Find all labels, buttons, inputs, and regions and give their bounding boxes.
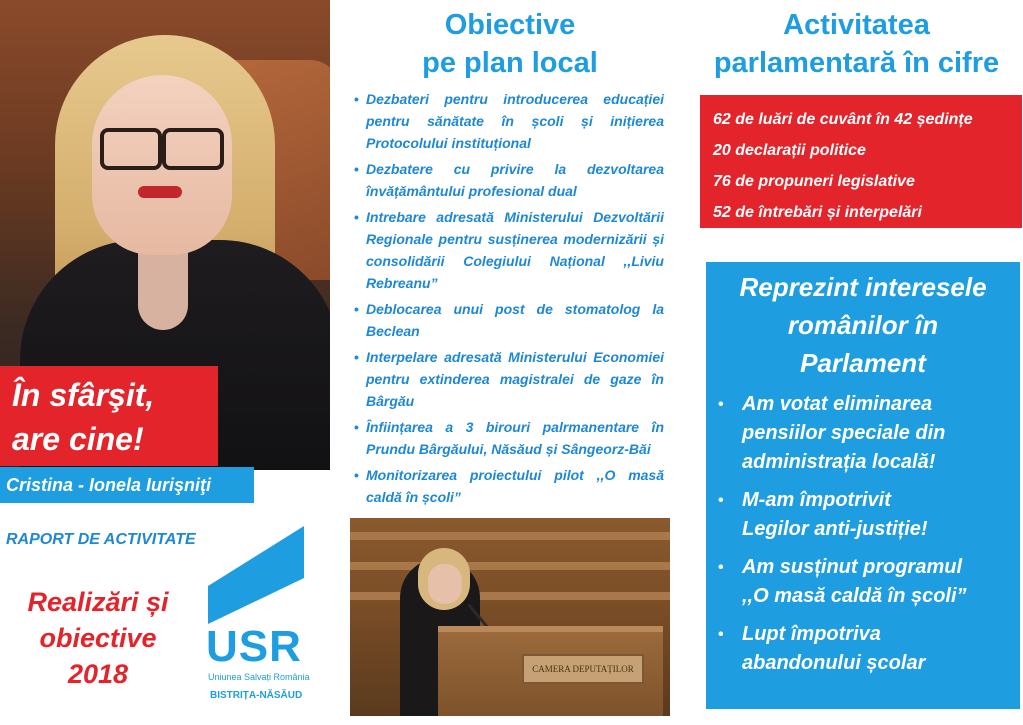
objective-item: • Monitorizarea proiectului pilot ,,O masă caldă în școli” [356, 464, 664, 508]
candidate-name: Cristina - Ionela Iurişniţi [0, 467, 254, 503]
stat-item: 20 declarații politice [713, 142, 866, 159]
glasses-right-lens [162, 128, 224, 170]
interests-heading-line-3: Parlament [800, 348, 926, 378]
claim-line: • Am susținut programul [742, 556, 963, 578]
tagline-line-1: În sfârşit, [12, 377, 155, 413]
activity-title [690, 6, 1023, 82]
bench-row [350, 532, 670, 540]
subtitle-line-2: obiective [39, 623, 157, 653]
claim-line: • M-am împotrivit [742, 489, 891, 511]
tagline-box [0, 366, 218, 466]
objective-item: • Deblocarea unui post de stomatolog la Beclean [356, 298, 664, 342]
objectives-title-line-1: Obiective [444, 9, 576, 41]
claim-item [716, 620, 1012, 678]
objectives-list [356, 88, 664, 512]
report-label: RAPORT DE ACTIVITATE [6, 531, 196, 548]
stat-item: 52 de întrebări și interpelări [713, 204, 922, 221]
interests-heading-line-2: românilor în [787, 310, 939, 340]
claim-line: administrația locală! [742, 451, 936, 473]
usr-party-name: Uniunea Salvați România [208, 672, 310, 682]
bench-row [350, 592, 670, 600]
activity-title-line-1: Activitatea [783, 9, 930, 41]
speaker-face [428, 564, 462, 604]
claims-list [716, 390, 1012, 687]
report-subtitle [0, 584, 196, 692]
stat-item: 62 de luări de cuvânt în 42 ședințe [713, 111, 973, 128]
usr-county: BISTRIȚA-NĂSĂUD [210, 690, 303, 701]
subtitle-line-1: Realizări și [27, 587, 169, 617]
claim-line: Legilor anti-justiție! [742, 518, 928, 540]
podium-plaque: CAMERA DEPUTAȚILOR [522, 654, 644, 684]
claim-line: pensiilor speciale din [742, 422, 946, 444]
objective-item: • Înființarea a 3 birouri palrmanentare în Prundu Bârgăului, Năsăud și Sângeorz-Băi [356, 416, 664, 460]
bench-row [350, 562, 670, 570]
parliament-photo [350, 518, 670, 716]
objective-item: • Dezbatere cu privire la dezvoltarea învățământului profesional dual [356, 158, 664, 202]
stats-box [700, 95, 1022, 228]
claim-line: • Lupt împotriva [742, 623, 881, 645]
interests-heading-line-1: Reprezint interesele [739, 272, 987, 302]
neck [138, 250, 188, 330]
stat-item: 76 de propuneri legislative [713, 173, 915, 190]
activity-title-line-2: parlamentară în cifre [713, 47, 1000, 79]
claim-line: abandonului școlar [742, 652, 926, 674]
objectives-title [345, 6, 675, 82]
claim-line: • Am votat eliminarea [742, 393, 933, 415]
usr-logo-text: USR [206, 622, 302, 671]
claim-item [716, 486, 1012, 544]
interests-heading [706, 268, 1020, 382]
glasses-left-lens [100, 128, 162, 170]
claim-line: ,,O masă caldă în școli” [742, 585, 967, 607]
objective-item: • Intrebare adresată Ministerului Dezvoltării Regionale pentru susținerea modernizării și consolidării Colegiului Național ,,Liviu Rebreanu” [356, 206, 664, 294]
interests-box [706, 262, 1020, 709]
tagline-line-2: are cine! [12, 421, 144, 457]
lips [138, 186, 182, 198]
objectives-title-line-2: pe plan local [422, 47, 598, 79]
claim-item [716, 553, 1012, 611]
claim-item [716, 390, 1012, 477]
objective-item: • Dezbateri pentru introducerea educației pentru sănătate în școli și inițierea Protocolului instituțional [356, 88, 664, 154]
objective-item: • Interpelare adresată Ministerului Economiei pentru extinderea magistralei de gaze în Bârgău [356, 346, 664, 412]
subtitle-line-3: 2018 [67, 659, 129, 689]
